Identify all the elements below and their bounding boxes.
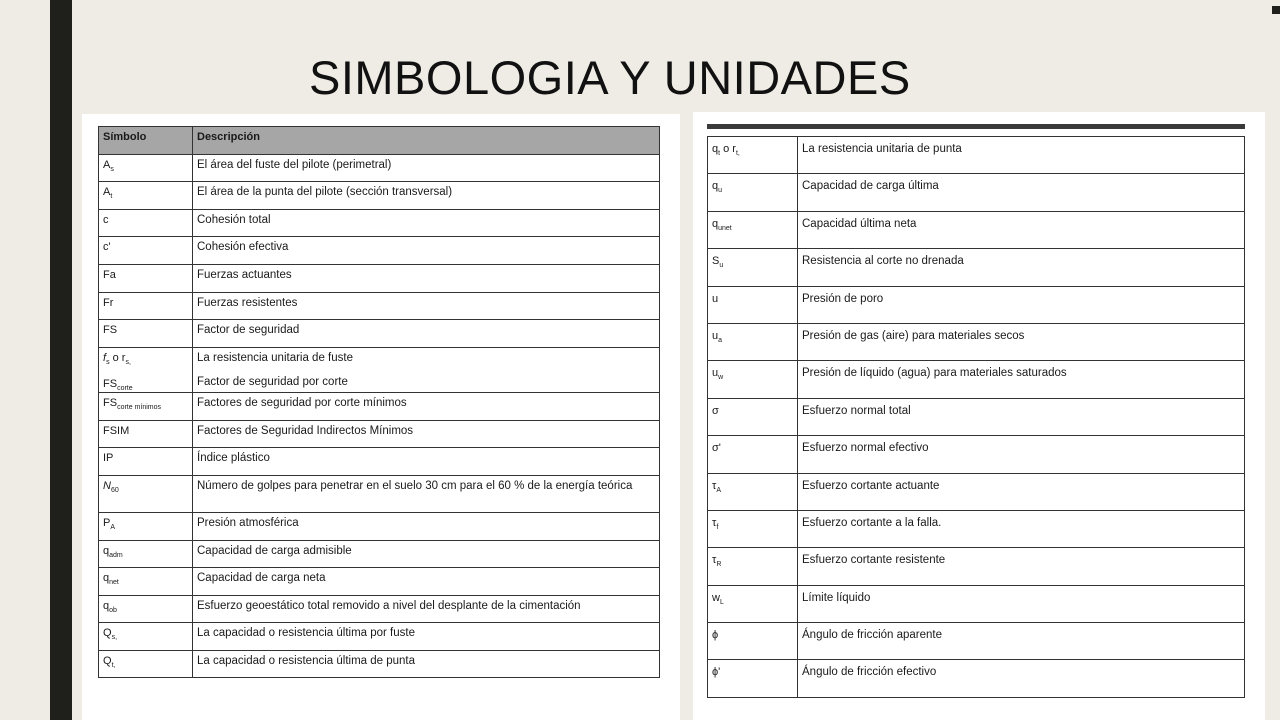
description-cell — [798, 436, 1245, 473]
description-text: Esfuerzo geoestático total removido a nivel del desplante de la cimentación — [197, 599, 581, 612]
table-row — [708, 548, 1245, 585]
symbol-subscript: L — [719, 598, 724, 606]
symbol-subscript-second: corte — [117, 385, 133, 393]
table-row — [708, 249, 1245, 286]
symbol-cell — [99, 393, 193, 421]
symbol-cell — [99, 595, 193, 623]
description-cell — [193, 568, 660, 596]
symbol-text: P — [103, 516, 111, 529]
table-row — [99, 475, 660, 512]
symbol-cell — [708, 510, 798, 547]
table-row — [99, 568, 660, 596]
symbol-cell — [708, 585, 798, 622]
slide-title: SIMBOLOGIA Y UNIDADES — [309, 51, 911, 104]
symbol-subscript: s — [106, 358, 110, 366]
symbol-cell — [708, 323, 798, 360]
symbol-cell — [708, 436, 798, 473]
symbol-text: ϕ — [712, 629, 719, 642]
table-top-rule — [707, 124, 1245, 129]
description-cell — [798, 286, 1245, 323]
description-text: Índice plástico — [197, 452, 270, 465]
table-row — [708, 137, 1245, 174]
description-cell — [193, 448, 660, 476]
description-text: Esfuerzo normal efectivo — [802, 442, 929, 455]
symbol-cell — [99, 420, 193, 448]
description-text: Ángulo de fricción efectivo — [802, 666, 937, 679]
description-cell — [798, 323, 1245, 360]
symbol-text: u — [712, 292, 719, 305]
symbol-cell — [708, 623, 798, 660]
symbol-text: q — [103, 544, 110, 557]
description-cell — [798, 361, 1245, 398]
table-row — [708, 660, 1245, 697]
description-cell — [193, 623, 660, 651]
table-row — [99, 595, 660, 623]
table-row — [708, 174, 1245, 211]
table-row — [708, 398, 1245, 435]
symbol-text-alt: o r — [109, 351, 126, 364]
symbol-text: S — [712, 255, 720, 268]
symbol-text: Q — [103, 627, 112, 640]
symbol-cell — [99, 154, 193, 182]
description-text: El área del fuste del pilote (perimetral) — [197, 158, 392, 171]
table-row — [99, 512, 660, 540]
description-text: La resistencia unitaria de punta — [802, 143, 962, 155]
symbol-text: f — [103, 351, 107, 364]
symbol-subscript: t — [110, 193, 113, 201]
description-text: Capacidad de carga admisible — [197, 544, 352, 557]
table-row — [708, 623, 1245, 660]
symbol-text-alt: o r — [720, 143, 736, 155]
symbol-cell — [708, 249, 798, 286]
table-row — [99, 292, 660, 320]
description-cell — [798, 473, 1245, 510]
table-row — [99, 650, 660, 678]
description-text: Esfuerzo cortante a la falla. — [802, 516, 942, 529]
symbol-subscript: a — [718, 337, 723, 345]
symbol-cell — [708, 361, 798, 398]
symbol-cell — [708, 398, 798, 435]
symbol-text: q — [103, 599, 110, 612]
table-row — [99, 182, 660, 210]
table-row — [99, 540, 660, 568]
symbol-cell — [99, 264, 193, 292]
symbol-cell — [99, 475, 193, 512]
description-text: Factores de seguridad por corte mínimos — [197, 397, 407, 410]
description-text: Factor de seguridad — [197, 324, 300, 337]
description-text: Presión atmosférica — [197, 516, 299, 529]
left-symbol-table — [98, 126, 660, 678]
symbol-cell — [99, 292, 193, 320]
description-text: Esfuerzo cortante resistente — [802, 554, 946, 567]
description-text: Fuerzas actuantes — [197, 268, 292, 281]
symbol-subscript: s — [110, 165, 114, 173]
right-table-image — [693, 112, 1265, 720]
description-cell — [193, 292, 660, 320]
symbol-text: c — [103, 213, 109, 226]
description-text: Esfuerzo normal total — [802, 404, 911, 417]
table-row — [708, 473, 1245, 510]
symbol-text: Fr — [103, 296, 114, 309]
symbol-cell — [99, 540, 193, 568]
table-row — [99, 448, 660, 476]
symbol-cell — [708, 473, 798, 510]
table-row — [99, 393, 660, 421]
description-cell — [193, 182, 660, 210]
table-row — [99, 154, 660, 182]
symbol-cell — [708, 174, 798, 211]
description-text: Capacidad de carga neta — [197, 572, 326, 585]
description-cell — [193, 650, 660, 678]
table-row — [708, 510, 1245, 547]
description-cell — [798, 174, 1245, 211]
description-text: Presión de líquido (agua) para materiales saturados — [802, 367, 1067, 380]
header-description: Descripción — [193, 127, 660, 155]
symbol-text: Q — [103, 654, 112, 667]
symbol-cell — [708, 211, 798, 248]
table-row — [708, 361, 1245, 398]
symbol-subscript: u — [719, 262, 724, 270]
left-table-image — [82, 114, 680, 720]
symbol-text: q — [712, 180, 719, 193]
symbol-cell — [99, 568, 193, 596]
description-cell — [193, 237, 660, 265]
description-text: Fuerzas resistentes — [197, 296, 298, 309]
symbol-subscript: ob — [109, 606, 117, 614]
table-row — [708, 323, 1245, 360]
symbol-subscript: f — [716, 524, 719, 532]
symbol-cell — [99, 650, 193, 678]
symbol-subscript: A — [110, 524, 116, 532]
symbol-subscript: w — [718, 374, 724, 382]
symbol-cell — [99, 182, 193, 210]
table-row — [708, 585, 1245, 622]
description-cell — [798, 623, 1245, 660]
symbol-text: σ — [712, 404, 719, 417]
description-cell — [798, 398, 1245, 435]
description-text: Número de golpes para penetrar en el suelo 30 cm para el 60 % de la energía teórica — [197, 479, 633, 492]
symbol-subscript: u — [718, 187, 723, 195]
symbol-text: Fa — [103, 268, 116, 281]
description-cell — [193, 393, 660, 421]
symbol-text: u — [712, 367, 719, 380]
symbol-subscript: t — [718, 150, 721, 158]
symbol-text: q — [712, 143, 719, 155]
symbol-subscript: s, — [111, 634, 118, 642]
description-text: Presión de poro — [802, 292, 884, 305]
description-cell — [193, 347, 660, 392]
description-cell — [798, 548, 1245, 585]
table-row — [99, 209, 660, 237]
description-text: Cohesión total — [197, 213, 271, 226]
symbol-text: ϕ' — [712, 666, 721, 679]
description-cell — [193, 154, 660, 182]
symbol-cell — [99, 448, 193, 476]
symbol-subscript: t, — [111, 662, 116, 670]
corner-accent-mark — [1272, 6, 1280, 14]
symbol-subscript: adm — [109, 551, 123, 559]
description-cell — [798, 585, 1245, 622]
description-text: La capacidad o resistencia última de punta — [197, 654, 416, 667]
table-header-row — [99, 127, 660, 155]
symbol-cell — [708, 286, 798, 323]
description-text: Capacidad última neta — [802, 217, 917, 230]
description-text: Factores de Seguridad Indirectos Mínimos — [197, 424, 414, 437]
symbol-cell — [99, 237, 193, 265]
table-row — [99, 347, 660, 392]
symbol-text: A — [103, 186, 111, 199]
symbol-text: c' — [103, 241, 111, 254]
symbol-subscript: corte mínimos — [117, 404, 162, 412]
symbol-cell — [99, 320, 193, 348]
description-text: Presión de gas (aire) para materiales secos — [802, 329, 1025, 342]
description-text: El área de la punta del pilote (sección transversal) — [197, 186, 453, 199]
symbol-text: FSIM — [103, 424, 130, 437]
table-row — [99, 420, 660, 448]
description-cell — [798, 510, 1245, 547]
description-cell — [798, 137, 1245, 174]
description-cell — [798, 249, 1245, 286]
description-cell — [193, 320, 660, 348]
header-symbol: Símbolo — [99, 127, 193, 155]
symbol-subscript: unet — [718, 224, 732, 232]
description-text: Límite líquido — [802, 591, 871, 604]
table-row — [99, 320, 660, 348]
description-text-second: Factor de seguridad por corte — [197, 375, 348, 388]
symbol-cell — [99, 347, 193, 392]
symbol-text-second: FS — [103, 377, 118, 390]
symbol-cell — [99, 209, 193, 237]
description-text: La capacidad o resistencia última por fuste — [197, 627, 415, 640]
table-row — [99, 237, 660, 265]
symbol-text: q — [712, 217, 719, 230]
symbol-text: IP — [103, 452, 114, 465]
symbol-cell — [708, 137, 798, 174]
symbol-subscript-alt: s, — [125, 358, 131, 366]
symbol-subscript: R — [716, 561, 722, 569]
description-cell — [193, 209, 660, 237]
description-text: Esfuerzo cortante actuante — [802, 479, 940, 492]
description-cell — [798, 211, 1245, 248]
symbol-text: σ' — [712, 442, 721, 455]
symbol-text: w — [712, 591, 720, 604]
symbol-subscript: net — [109, 579, 119, 587]
symbol-text: q — [103, 572, 110, 585]
symbol-text: A — [103, 158, 111, 171]
right-symbol-table — [707, 136, 1245, 698]
table-row — [99, 264, 660, 292]
symbol-text: τ — [712, 479, 717, 492]
symbol-text: u — [712, 329, 719, 342]
symbol-cell — [99, 512, 193, 540]
table-row — [708, 286, 1245, 323]
symbol-text: N — [103, 479, 111, 492]
description-text: Cohesión efectiva — [197, 241, 289, 254]
description-cell — [193, 264, 660, 292]
description-cell — [193, 420, 660, 448]
description-text: La resistencia unitaria de fuste — [197, 351, 353, 364]
table-row — [708, 436, 1245, 473]
symbol-subscript: 60 — [110, 487, 119, 495]
table-row — [708, 211, 1245, 248]
symbol-text: FS — [103, 397, 118, 410]
description-text: Resistencia al corte no drenada — [802, 255, 964, 268]
description-cell — [193, 540, 660, 568]
symbol-cell — [708, 548, 798, 585]
description-text: Ángulo de fricción aparente — [802, 629, 943, 642]
symbol-text: τ — [712, 516, 717, 529]
symbol-subscript-alt: t, — [735, 150, 740, 158]
description-cell — [193, 595, 660, 623]
description-cell — [193, 475, 660, 512]
symbol-cell — [708, 660, 798, 697]
symbol-subscript: A — [716, 486, 722, 494]
symbol-text: FS — [103, 324, 118, 337]
symbol-text: τ — [712, 554, 717, 567]
table-row — [99, 623, 660, 651]
description-cell — [798, 660, 1245, 697]
side-accent-bar — [50, 0, 72, 720]
description-text: Capacidad de carga última — [802, 180, 939, 193]
description-cell — [193, 512, 660, 540]
symbol-cell — [99, 623, 193, 651]
